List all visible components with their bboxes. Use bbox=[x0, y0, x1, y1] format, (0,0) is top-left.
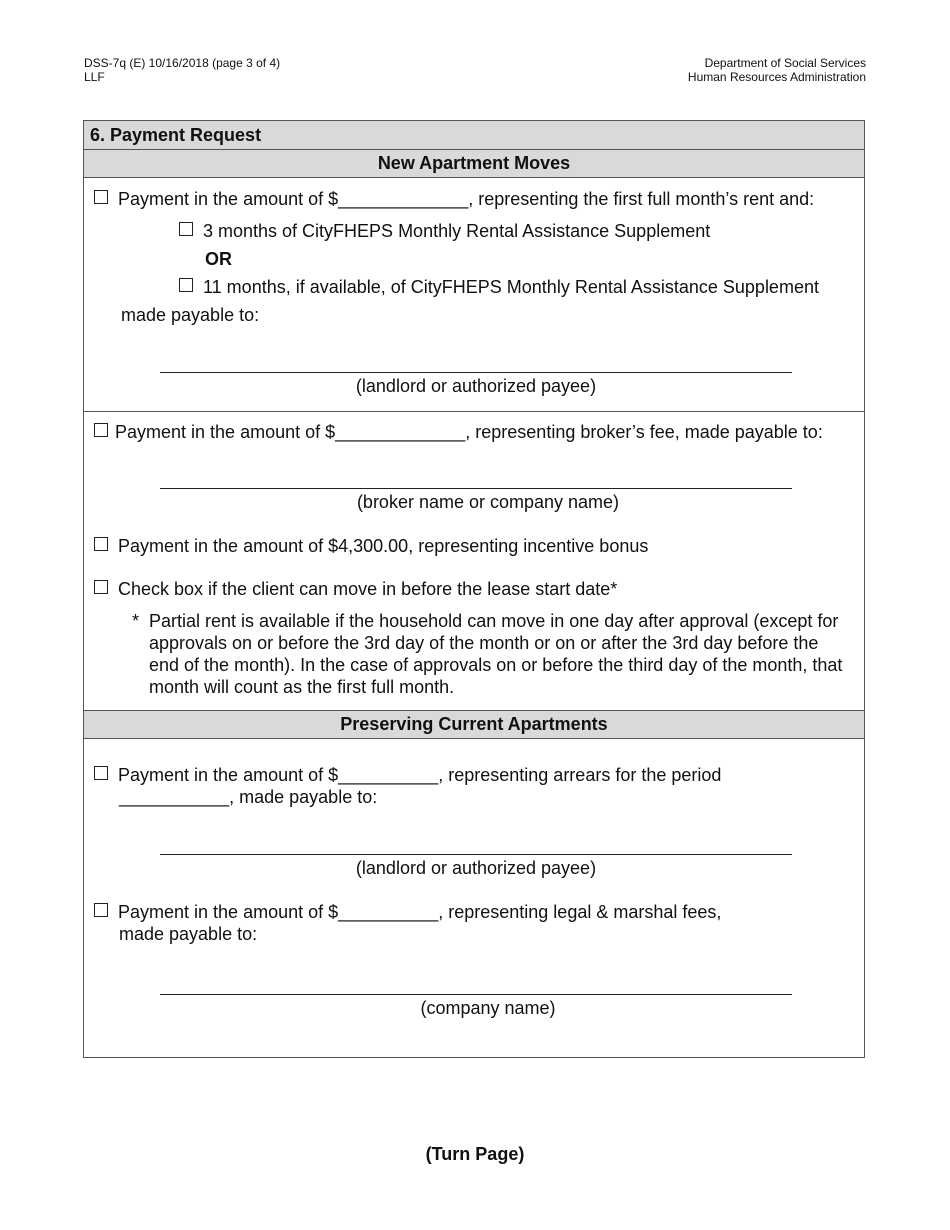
eleven-months-text: 11 months, if available, of CityFHEPS Monthly Rental Assistance Supplement bbox=[203, 277, 819, 297]
company-name-line[interactable] bbox=[160, 994, 792, 995]
broker-name-caption: (broker name or company name) bbox=[356, 492, 620, 512]
eleven-months-row bbox=[179, 276, 819, 298]
divider bbox=[84, 411, 864, 412]
broker-fee-checkbox[interactable] bbox=[94, 423, 108, 437]
note-asterisk: * bbox=[132, 611, 140, 631]
incentive-text: Payment in the amount of $4,300.00, representing incentive bonus bbox=[118, 536, 649, 556]
legal-fees-checkbox[interactable] bbox=[94, 903, 108, 917]
legal-fees-row bbox=[94, 901, 721, 923]
company-name-caption: (company name) bbox=[420, 998, 556, 1018]
early-move-checkbox[interactable] bbox=[94, 580, 108, 594]
administration-name: Human Resources Administration bbox=[687, 70, 866, 84]
early-move-text: Check box if the client can move in before the lease start date* bbox=[118, 579, 618, 599]
partial-rent-note bbox=[132, 610, 852, 698]
section-title: 6. Payment Request bbox=[84, 121, 864, 150]
early-move-row bbox=[94, 578, 617, 600]
arrears-text-line1: Payment in the amount of $__________, representing arrears for the period bbox=[118, 765, 722, 785]
department-name: Department of Social Services bbox=[704, 56, 866, 70]
turn-page-label: (Turn Page) bbox=[425, 1144, 525, 1164]
three-months-row bbox=[179, 220, 710, 242]
arrears-payee-caption: (landlord or authorized payee) bbox=[355, 858, 597, 878]
first-month-payable-to: made payable to: bbox=[121, 305, 260, 325]
or-label: OR bbox=[205, 249, 232, 269]
new-moves-heading: New Apartment Moves bbox=[84, 149, 864, 178]
form-id: DSS-7q (E) 10/16/2018 (page 3 of 4) bbox=[84, 56, 281, 70]
form-header-right bbox=[688, 56, 866, 84]
preserving-heading: Preserving Current Apartments bbox=[84, 710, 864, 739]
arrears-row bbox=[94, 764, 721, 786]
landlord-payee-caption: (landlord or authorized payee) bbox=[355, 376, 597, 396]
incentive-row bbox=[94, 535, 648, 557]
payment-request-form bbox=[83, 120, 865, 1058]
broker-fee-row bbox=[94, 421, 823, 443]
broker-fee-text: Payment in the amount of $_____________, representing broker’s fee, made payable to: bbox=[115, 422, 823, 442]
three-months-text: 3 months of CityFHEPS Monthly Rental Assistance Supplement bbox=[203, 221, 711, 241]
first-month-text: Payment in the amount of $_____________, representing the first full month’s rent and: bbox=[118, 189, 815, 209]
three-months-checkbox[interactable] bbox=[179, 222, 193, 236]
first-month-row bbox=[94, 188, 814, 210]
arrears-checkbox[interactable] bbox=[94, 766, 108, 780]
arrears-text-line2: ___________, made payable to: bbox=[119, 787, 378, 807]
arrears-payee-line[interactable] bbox=[160, 854, 792, 855]
legal-fees-text-line2: made payable to: bbox=[119, 924, 258, 944]
broker-name-line[interactable] bbox=[160, 488, 792, 489]
legal-fees-text-line1: Payment in the amount of $__________, representing legal & marshal fees, bbox=[118, 902, 722, 922]
form-code: LLF bbox=[84, 70, 105, 84]
eleven-months-checkbox[interactable] bbox=[179, 278, 193, 292]
incentive-checkbox[interactable] bbox=[94, 537, 108, 551]
partial-rent-note-text: Partial rent is available if the household can move in one day after approval (except for approvals on or before the 3rd day of the month or on or after the 3rd day before the end of the month). In the case of approvals on or before the third day of the month, that month will count as the first full month. bbox=[149, 611, 843, 697]
form-header-left bbox=[84, 56, 280, 84]
first-month-checkbox[interactable] bbox=[94, 190, 108, 204]
landlord-payee-line[interactable] bbox=[160, 372, 792, 373]
